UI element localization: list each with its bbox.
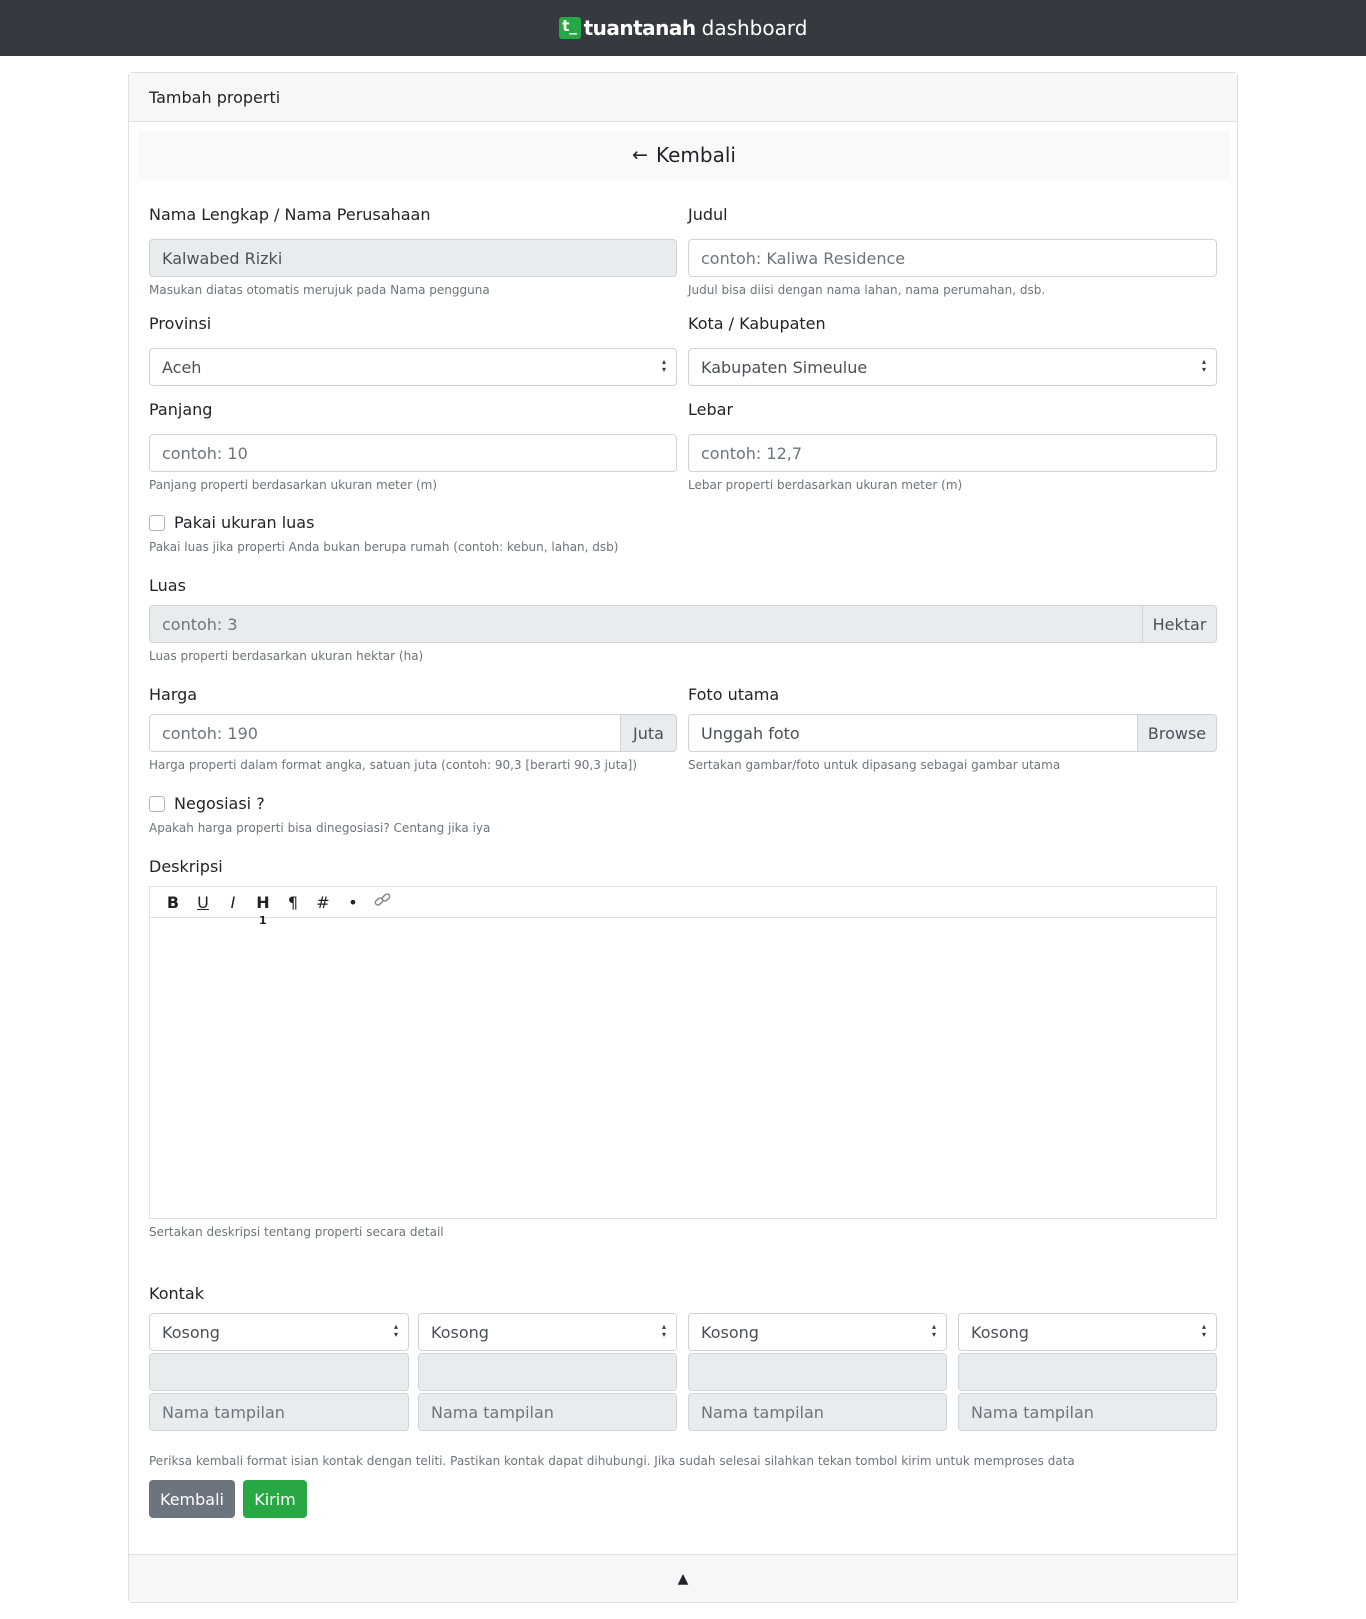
pakai-luas-checkbox[interactable] bbox=[149, 515, 165, 531]
kota-select[interactable] bbox=[688, 348, 1217, 386]
lebar-label: Lebar bbox=[688, 400, 734, 419]
nama-input: Kalwabed Rizki bbox=[149, 239, 677, 277]
pakai-luas-label[interactable]: Pakai ukuran luas bbox=[174, 513, 315, 532]
submit-button[interactable]: Kirim bbox=[243, 1480, 307, 1518]
harga-help: Harga properti dalam format angka, satuan juta (contoh: 90,3 [berarti 90,3 juta]) bbox=[149, 758, 638, 772]
kontak-2-type-select[interactable] bbox=[418, 1313, 677, 1351]
negosiasi-help: Apakah harga properti bisa dinegosiasi? Centang jika iya bbox=[149, 821, 491, 835]
kota-selected: Kabupaten Simeulue bbox=[701, 357, 868, 377]
lebar-help: Lebar properti berdasarkan ukuran meter (m) bbox=[688, 478, 963, 492]
harga-input[interactable]: contoh: 190 bbox=[149, 714, 621, 752]
back-button[interactable]: Kembali bbox=[149, 1480, 235, 1518]
panjang-input[interactable]: contoh: 10 bbox=[149, 434, 677, 472]
link-icon[interactable] bbox=[368, 892, 398, 912]
bullet-list-button[interactable]: • bbox=[348, 892, 358, 912]
foto-browse-button[interactable]: Browse bbox=[1137, 714, 1217, 752]
italic-button[interactable]: I bbox=[230, 892, 236, 912]
judul-input[interactable]: contoh: Kaliwa Residence bbox=[688, 239, 1217, 277]
deskripsi-label: Deskripsi bbox=[149, 857, 223, 876]
kontak-1-value-input bbox=[149, 1353, 409, 1391]
kontak-3-value-input bbox=[688, 1353, 947, 1391]
luas-help: Luas properti berdasarkan ukuran hektar (ha) bbox=[149, 649, 424, 663]
provinsi-label: Provinsi bbox=[149, 314, 212, 333]
brand-subtitle: dashboard bbox=[701, 16, 808, 40]
kontak-label: Kontak bbox=[149, 1284, 204, 1303]
kontak-4-type-select[interactable] bbox=[958, 1313, 1217, 1351]
kota-label: Kota / Kabupaten bbox=[688, 314, 826, 333]
kontak-2-type-selected: Kosong bbox=[431, 1322, 489, 1342]
card-title: Tambah properti bbox=[129, 73, 1237, 122]
rocket-icon: ▲ bbox=[677, 1570, 689, 1587]
nama-help: Masukan diatas otomatis merujuk pada Nama pengguna bbox=[149, 283, 490, 297]
panjang-label: Panjang bbox=[149, 400, 213, 419]
deskripsi-help: Sertakan deskripsi tentang properti secara detail bbox=[149, 1225, 444, 1239]
kontak-3-display-input: Nama tampilan bbox=[688, 1393, 947, 1431]
judul-help: Judul bisa diisi dengan nama lahan, nama perumahan, dsb. bbox=[688, 283, 1046, 297]
ordered-list-button[interactable]: # bbox=[316, 892, 330, 912]
foto-label: Foto utama bbox=[688, 685, 780, 704]
add-property-card bbox=[128, 72, 1238, 1603]
heading-button-label: H bbox=[256, 892, 270, 912]
provinsi-select[interactable] bbox=[149, 348, 677, 386]
luas-unit-addon: Hektar bbox=[1142, 605, 1217, 643]
kontak-1-type-select[interactable] bbox=[149, 1313, 409, 1351]
heading-button[interactable] bbox=[248, 892, 278, 927]
editor-content-area[interactable] bbox=[150, 918, 1216, 1218]
foto-file-input[interactable]: Unggah foto bbox=[688, 714, 1138, 752]
kontak-help: Periksa kembali format isian kontak dengan teliti. Pastikan kontak dapat dihubungi. Jika sudah selesai silahkan tekan tombol kirim untuk memproses data bbox=[149, 1454, 1075, 1468]
paragraph-button[interactable]: ¶ bbox=[287, 892, 299, 912]
back-link[interactable] bbox=[138, 131, 1230, 179]
panjang-help: Panjang properti berdasarkan ukuran meter (m) bbox=[149, 478, 437, 492]
heading-level-label: 1 bbox=[259, 913, 267, 927]
luas-label: Luas bbox=[149, 576, 186, 595]
nama-label: Nama Lengkap / Nama Perusahaan bbox=[149, 205, 431, 224]
kontak-4-value-input bbox=[958, 1353, 1217, 1391]
editor-toolbar bbox=[150, 887, 1216, 927]
harga-unit-addon: Juta bbox=[620, 714, 677, 752]
arrow-left-icon: ← bbox=[632, 144, 648, 166]
card-footer bbox=[129, 1554, 1237, 1602]
kontak-3-type-selected: Kosong bbox=[701, 1322, 759, 1342]
kontak-1-display-input: Nama tampilan bbox=[149, 1393, 409, 1431]
judul-label: Judul bbox=[688, 205, 728, 224]
kontak-2-display-input: Nama tampilan bbox=[418, 1393, 677, 1431]
negosiasi-label[interactable]: Negosiasi ? bbox=[174, 794, 265, 813]
pakai-luas-help: Pakai luas jika properti Anda bukan berupa rumah (contoh: kebun, lahan, dsb) bbox=[149, 540, 619, 554]
brand-logo-icon: t_ bbox=[559, 17, 581, 39]
kontak-4-type-selected: Kosong bbox=[971, 1322, 1029, 1342]
underline-button[interactable]: U bbox=[197, 892, 209, 912]
harga-label: Harga bbox=[149, 685, 198, 704]
kontak-3-type-select[interactable] bbox=[688, 1313, 947, 1351]
kontak-1-type-selected: Kosong bbox=[162, 1322, 220, 1342]
luas-input: contoh: 3 bbox=[149, 605, 1143, 643]
negosiasi-checkbox[interactable] bbox=[149, 796, 165, 812]
brand-name: tuantanah bbox=[583, 16, 696, 40]
kontak-4-display-input: Nama tampilan bbox=[958, 1393, 1217, 1431]
kontak-2-value-input bbox=[418, 1353, 677, 1391]
brand[interactable] bbox=[559, 16, 808, 40]
bold-button[interactable]: B bbox=[166, 892, 180, 912]
back-link-label: Kembali bbox=[655, 143, 736, 167]
provinsi-selected: Aceh bbox=[162, 357, 202, 377]
lebar-input[interactable]: contoh: 12,7 bbox=[688, 434, 1217, 472]
top-navbar bbox=[0, 0, 1366, 56]
foto-help: Sertakan gambar/foto untuk dipasang sebagai gambar utama bbox=[688, 758, 1061, 772]
deskripsi-editor bbox=[149, 886, 1217, 1219]
